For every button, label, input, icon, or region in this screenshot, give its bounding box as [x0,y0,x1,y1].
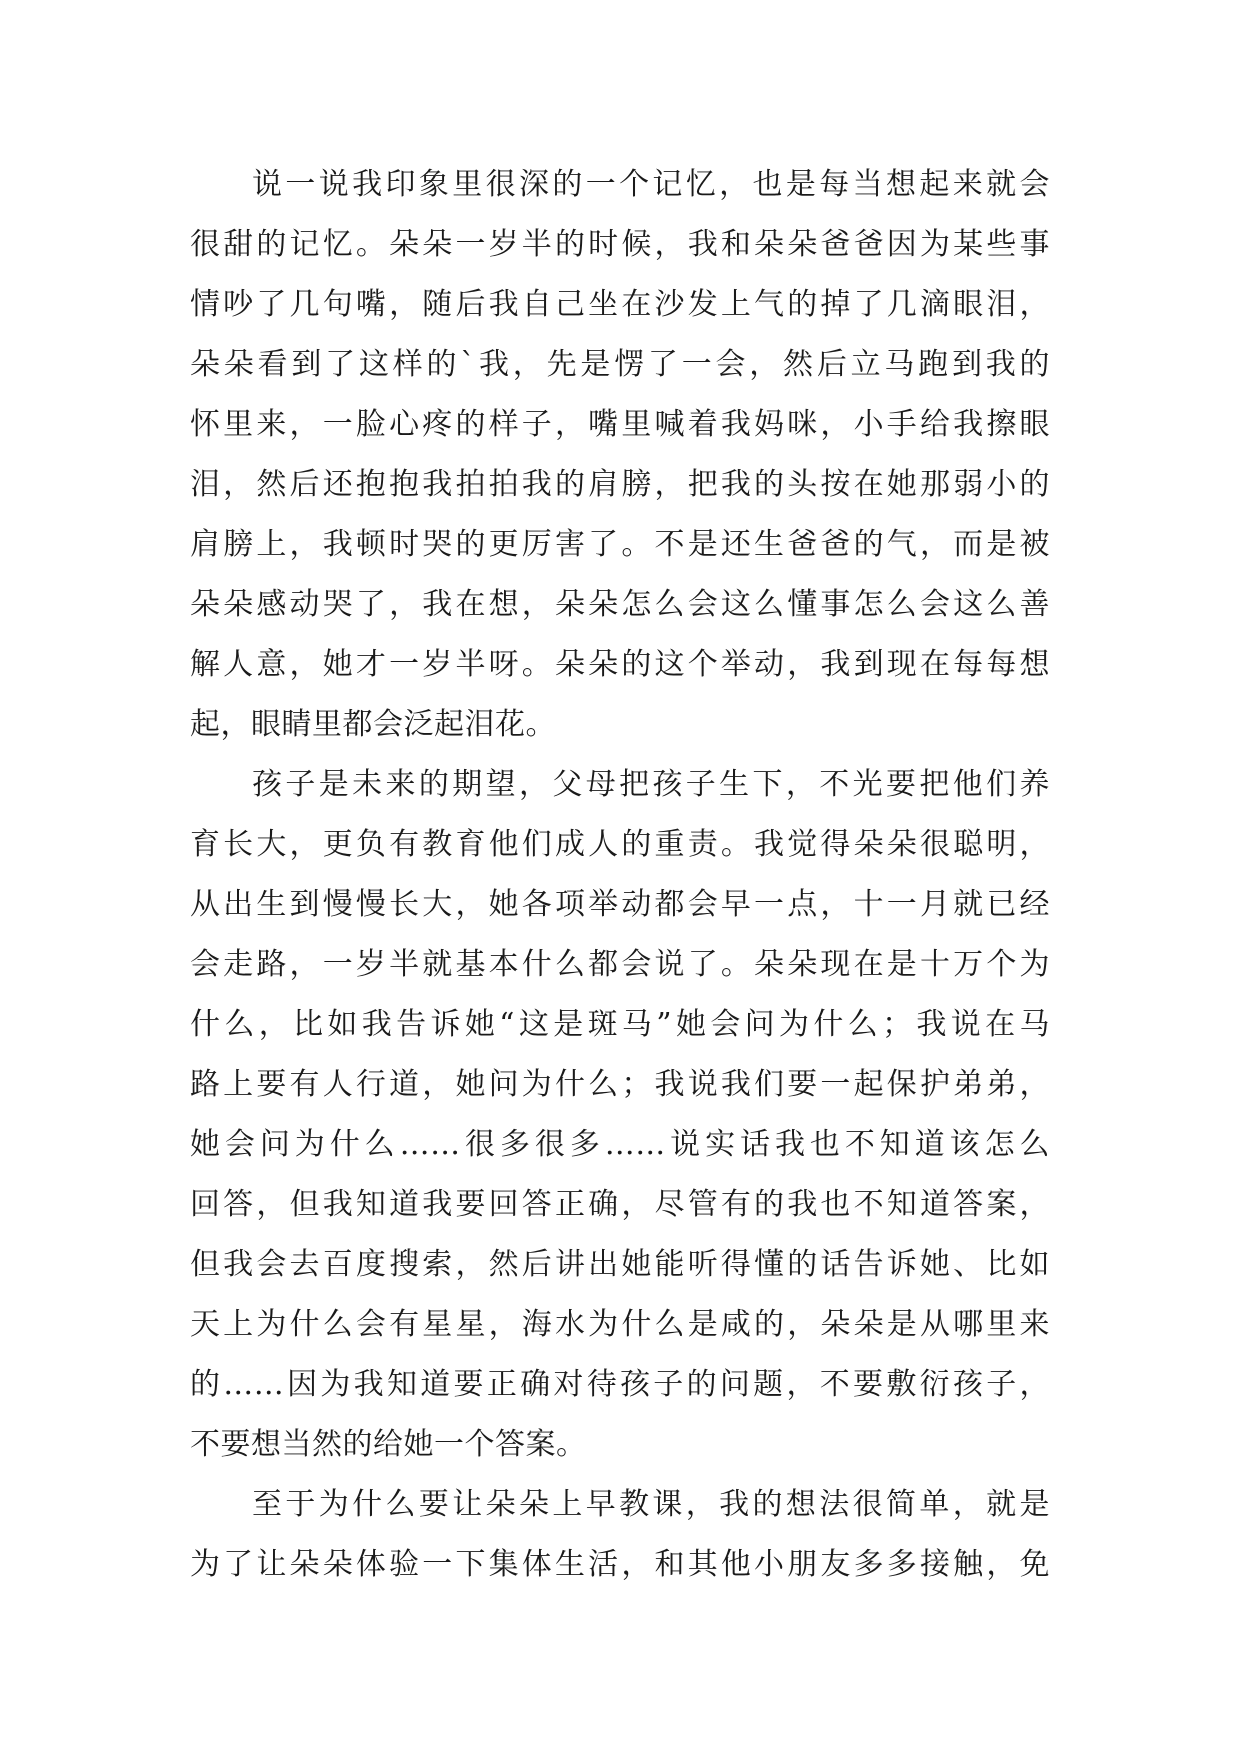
document-body [190,155,1050,1595]
paragraph-3-line-1: 至于为什么要让朵朵上早教课，我的想法很简单，就是 [252,1487,1050,1522]
paragraph-1-line-3: 情吵了几句嘴，随后我自己坐在沙发上气的掉了几滴眼泪， [190,287,1050,322]
paragraph-1-line-6: 泪，然后还抱抱我拍拍我的肩膀，把我的头按在她那弱小的 [190,467,1050,502]
paragraph-1-line-8: 朵朵感动哭了，我在想，朵朵怎么会这么懂事怎么会这么善 [190,587,1050,622]
paragraph-2-line-4: 会走路，一岁半就基本什么都会说了。朵朵现在是十万个为 [190,947,1050,982]
paragraph-1-line-7: 肩膀上，我顿时哭的更厉害了。不是还生爸爸的气，而是被 [190,527,1050,562]
paragraph-2-line-9: 但我会去百度搜索，然后讲出她能听得懂的话告诉她、比如 [190,1247,1050,1282]
paragraph-1-line-4: 朵朵看到了这样的`我，先是愣了一会，然后立马跑到我的 [190,347,1050,382]
paragraph-1-line-5: 怀里来，一脸心疼的样子，嘴里喊着我妈咪，小手给我擦眼 [190,407,1050,442]
paragraph-2-line-7: 她会问为什么……很多很多……说实话我也不知道该怎么 [190,1127,1050,1162]
paragraph-2-line-12: 不要想当然的给她一个答案。 [190,1427,587,1462]
paragraph-2-line-5: 什么，比如我告诉她“这是斑马”她会问为什么；我说在马 [190,1007,1050,1042]
paragraph-2-line-1: 孩子是未来的期望，父母把孩子生下，不光要把他们养 [252,767,1050,802]
paragraph-2-line-2: 育长大，更负有教育他们成人的重责。我觉得朵朵很聪明， [190,827,1050,862]
paragraph-1-line-10: 起，眼睛里都会泛起泪花。 [190,707,556,742]
paragraph-1-line-1: 说一说我印象里很深的一个记忆，也是每当想起来就会 [252,167,1050,202]
paragraph-2-line-10: 天上为什么会有星星，海水为什么是咸的，朵朵是从哪里来 [190,1307,1050,1342]
paragraph-1-line-2: 很甜的记忆。朵朵一岁半的时候，我和朵朵爸爸因为某些事 [190,227,1050,262]
paragraph-2-line-6: 路上要有人行道，她问为什么；我说我们要一起保护弟弟， [190,1067,1050,1102]
paragraph-1-line-9: 解人意，她才一岁半呀。朵朵的这个举动，我到现在每每想 [190,647,1050,682]
paragraph-2-line-11: 的……因为我知道要正确对待孩子的问题，不要敷衍孩子， [190,1367,1050,1402]
paragraph-3-line-2: 为了让朵朵体验一下集体生活，和其他小朋友多多接触，免 [190,1547,1050,1582]
paragraph-2-line-8: 回答，但我知道我要回答正确，尽管有的我也不知道答案， [190,1187,1050,1222]
paragraph-2-line-3: 从出生到慢慢长大，她各项举动都会早一点，十一月就已经 [190,887,1050,922]
